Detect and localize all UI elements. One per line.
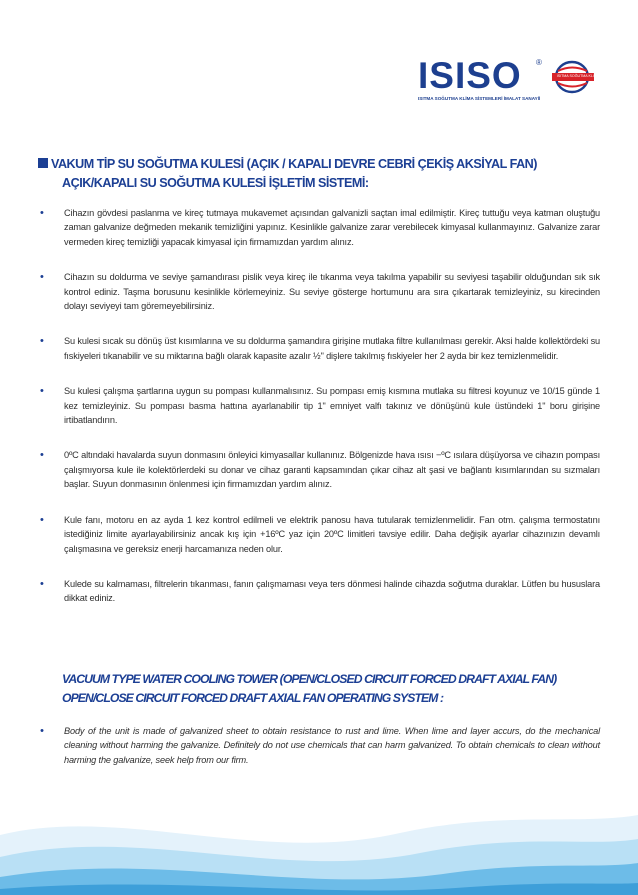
logo-band-text: İSITMA SOĞUTMA KLİMA — [556, 74, 600, 78]
turkish-section-heading — [38, 155, 618, 193]
turkish-heading-line2: AÇIK/KAPALI SU SOĞUTMA KULESİ İŞLETİM SİSTEMİ: — [62, 176, 369, 190]
list-item: • Kulede su kalmaması, filtrelerin tıkanması, fanın çalışmaması veya ters dönmesi halinde cihazda soğutma duraklar. Lütfen bu hususlara dikkat ediniz. — [40, 577, 600, 604]
bullet-icon: • — [40, 449, 44, 462]
list-item: • Cihazın gövdesi paslanma ve kireç tutmaya mukavemet açısından galvanizli saçtan imal edilmiştir. Kireç tuttuğu veya katman oluştuğu zaman galvanize değmeden mekanik temizliğini yapınız. Kesinlikle galvanize zarar verebilecek kimyasal kullanmayınız. Galvanize zarar vermeden kireç temizliği yapacak kimyasal için firmamızdan yardım alınız. — [40, 207, 600, 247]
registered-mark: ® — [536, 58, 542, 67]
english-section-heading — [62, 670, 618, 708]
list-item: • Cihazın su doldurma ve seviye şamandırası pislik veya kireç ile tıkanma veya takılma yapabilir su seviyesi taşabilir olduğundan sık sık kontrol ediniz. Taşma borusunu kesinlikle körlemeyiniz. Su seviye gösterge hortumunu ara sıra çıkartarak temizleyiniz, su kirecinden dolayı seviyeyi tam göremeyebilirsiniz. — [40, 271, 600, 312]
list-item: • Su kulesi çalışma şartlarına uygun su pompası kullanmalısınız. Su pompası emiş kısmına mutlaka su filtresi koyunuz ve 10/15 günde 1 kez temizleyiniz. Su pompası basma hattına ayarlanabilir tip 1" emniyet valfı takınız ve dönüşünü kule üstündeki 1" boru girişine irtibatlandırın. — [40, 385, 600, 426]
company-logo — [418, 56, 598, 106]
bullet-icon: • — [40, 271, 44, 284]
bullet-icon: • — [40, 335, 44, 348]
list-item: • Kule fanı, motoru en az ayda 1 kez kontrol edilmeli ve elektrik panosu hava tutularak temizlenmelidir. Fan otm. çalışma termostatını istediğiniz limite ayarlayabilirsiniz ancak kış için +16ºC yaz için 20ºC limitleri tavsiye edilir. Daha değişik ayarlar cihazınızın devamlı çalışmasına ve gereksiz enerji harcamanıza neden olur. — [40, 513, 600, 554]
turkish-heading-line1: VAKUM TİP SU SOĞUTMA KULESİ (AÇIK / KAPALI DEVRE CEBRİ ÇEKİŞ AKSİYAL FAN) — [51, 157, 537, 171]
decorative-wave-footer — [0, 795, 638, 895]
english-instructions-list — [38, 724, 600, 767]
english-heading-line1: VACUUM TYPE WATER COOLING TOWER (OPEN/CLOSED CIRCUIT FORCED DRAFT AXIAL FAN) — [62, 672, 557, 686]
list-item: • Su kulesi sıcak su dönüş üst kısımlarına ve su doldurma şamandıra girişine mutlaka filtre kullanılması gerekir. Aksi halde kollektördeki su fıskiyeleri tıkanabilir ve su miktarına bağlı olarak kapasite azalır ½" dişlere takılmış fıskiyeler her 2 ayda bir kez temizlenmelidir. — [40, 335, 600, 361]
list-item: • Body of the unit is made of galvanized sheet to obtain resistance to rust and lime. When lime and layer accurs, do the mechanical cleaning without harming the galvanize. Definitely do not use chemicals that can harm galvanized. To obtain chemicals to clean without harming the galvanize, seek help from our firm. — [40, 725, 600, 765]
bullet-icon: • — [40, 385, 44, 398]
bullet-icon: • — [40, 577, 44, 590]
bullet-icon: • — [40, 513, 44, 526]
logo-tagline: ISITMA SOĞUTMA KLİMA SİSTEMLERİ İMALAT SANAYİİ — [418, 96, 541, 101]
heading-square-icon — [38, 158, 48, 168]
bullet-icon: • — [40, 725, 44, 737]
list-item: • 0ºC altındaki havalarda suyun donmasını önleyici kimyasallar kullanınız. Bölgenizde hava ısısı −ºC ısılara düşüyorsa ve cihazın pompası çalışmıyorsa kule ile kolektörlerdeki su donar ve cihaz garanti kapsamından çıkar cihaz alt şasi ve bağlantı kısımlarından su sızmaları başlar. Suyun donmasının önlenmesi için firmamızdan yardım alınız. — [40, 449, 600, 490]
english-heading-line2: OPEN/CLOSE CIRCUIT FORCED DRAFT AXIAL FAN OPERATING SYSTEM : — [62, 691, 444, 705]
logo-wordmark: ISISO — [418, 55, 522, 96]
bullet-icon: • — [40, 207, 44, 219]
turkish-instructions-list — [38, 206, 600, 627]
